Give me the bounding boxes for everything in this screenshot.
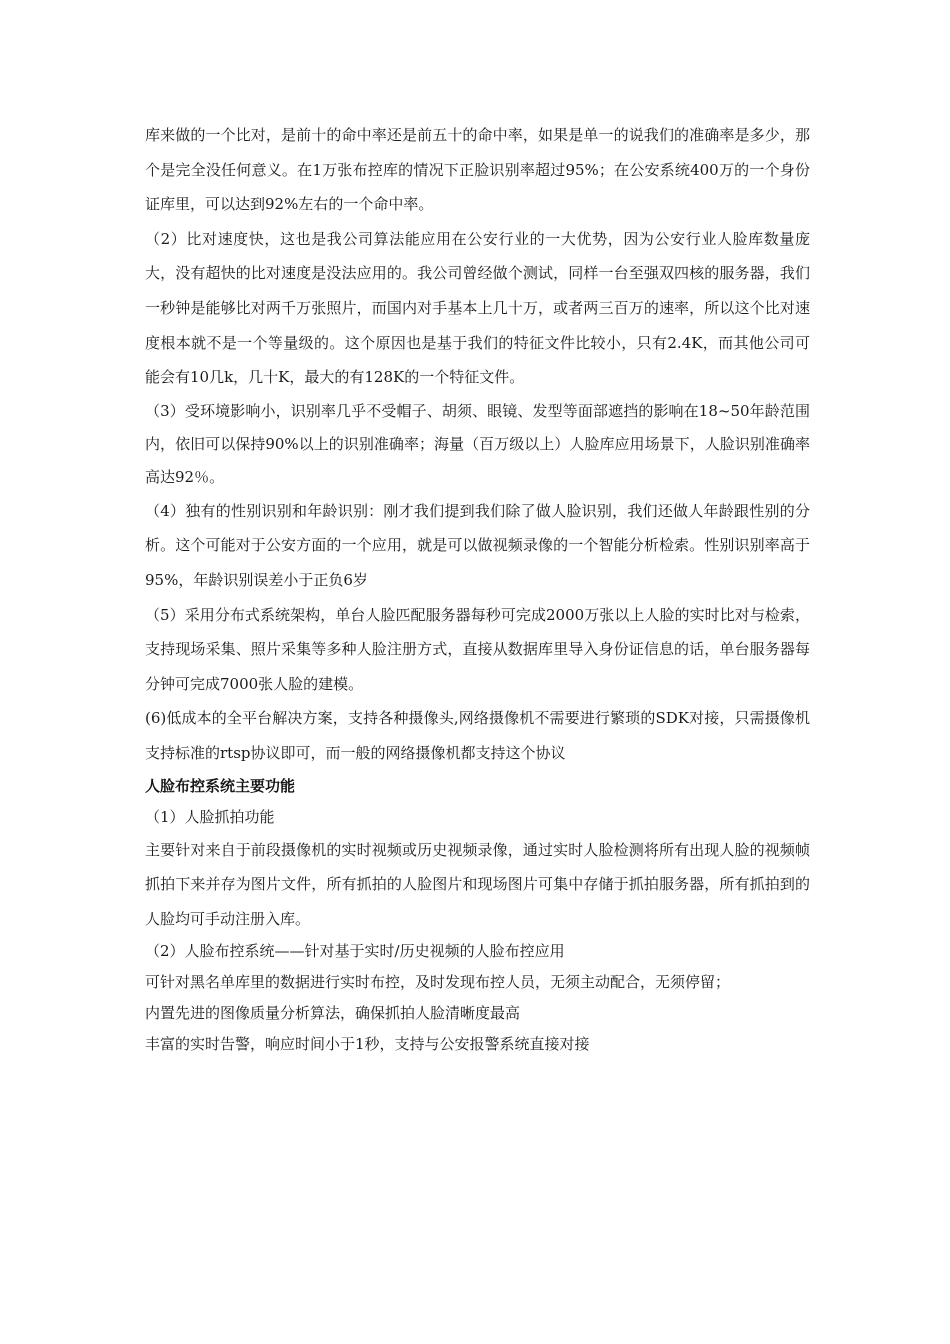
paragraph-gender-age: （4）独有的性别识别和年龄识别：刚才我们提到我们除了做人脸识别，我们还做人年龄跟性别的分析。这个可能对于公安方面的一个应用，就是可以做视频录像的一个智能分析检索。性别识别率高于95%，年龄识别误差小于正负6岁: [145, 501, 810, 589]
paragraph-environment: （3）受环境影响小，识别率几乎不受帽子、胡须、眼镜、发型等面部遮挡的影响在18~50年龄范围内，依旧可以保持90%以上的识别准确率；海量（百万级以上）人脸库应用场景下，人脸识别准确率高达92％。: [145, 401, 810, 486]
paragraph-low-cost: (6)低成本的全平台解决方案，支持各种摄像头,网络摄像机不需要进行繁琐的SDK对接，只需摄像机支持标准的rtsp协议即可，而一般的网络摄像机都支持这个协议: [145, 709, 810, 762]
item-1-title: （1）人脸抓拍功能: [145, 807, 275, 826]
item-1-body: 主要针对来自于前段摄像机的实时视频或历史视频录像，通过实时人脸检测将所有出现人脸的视频帧抓拍下来并存为图片文件，所有抓拍的人脸图片和现场图片可集中存储于抓拍服务器，所有抓拍到的人脸均可手动注册入库。: [145, 840, 810, 928]
paragraph-distributed: （5）采用分布式系统架构，单台人脸匹配服务器每秒可完成2000万张以上人脸的实时比对与检索，支持现场采集、照片采集等多种人脸注册方式，直接从数据库里导入身份证信息的话，单台服务器每分钟可完成7000张人脸的建模。: [145, 605, 810, 693]
paragraph-accuracy: 库来做的一个比对，是前十的命中率还是前五十的命中率，如果是单一的说我们的准确率是多少，那个是完全没任何意义。在1万张布控库的情况下正脸识别率超过95%；在公安系统400万的一个身份证库里，可以达到92%左右的一个命中率。: [145, 126, 810, 214]
document-body: [145, 118, 810, 1060]
item-2-line-2: 内置先进的图像质量分析算法，确保抓拍人脸清晰度最高: [145, 1004, 521, 1023]
item-2-title: （2）人脸布控系统——针对基于实时/历史视频的人脸布控应用: [145, 942, 565, 961]
section-title: 人脸布控系统主要功能: [145, 776, 296, 795]
item-2-line-3: 丰富的实时告警，响应时间小于1秒，支持与公安报警系统直接对接: [145, 1035, 590, 1054]
paragraph-speed: （2）比对速度快，这也是我公司算法能应用在公安行业的一大优势，因为公安行业人脸库数量庞大，没有超快的比对速度是没法应用的。我公司曾经做个测试，同样一台至强双四核的服务器，我们一秒钟是能够比对两千万张照片，而国内对手基本上几十万，或者两三百万的速率，所以这个比对速度根本就不是一个等量级的。这个原因也是基于我们的特征文件比较小，只有2.4K，而其他公司可能会有10几k，几十K，最大的有128K的一个特征文件。: [145, 229, 810, 387]
item-2-line-1: 可针对黑名单库里的数据进行实时布控，及时发现布控人员，无须主动配合，无须停留；: [145, 973, 731, 992]
